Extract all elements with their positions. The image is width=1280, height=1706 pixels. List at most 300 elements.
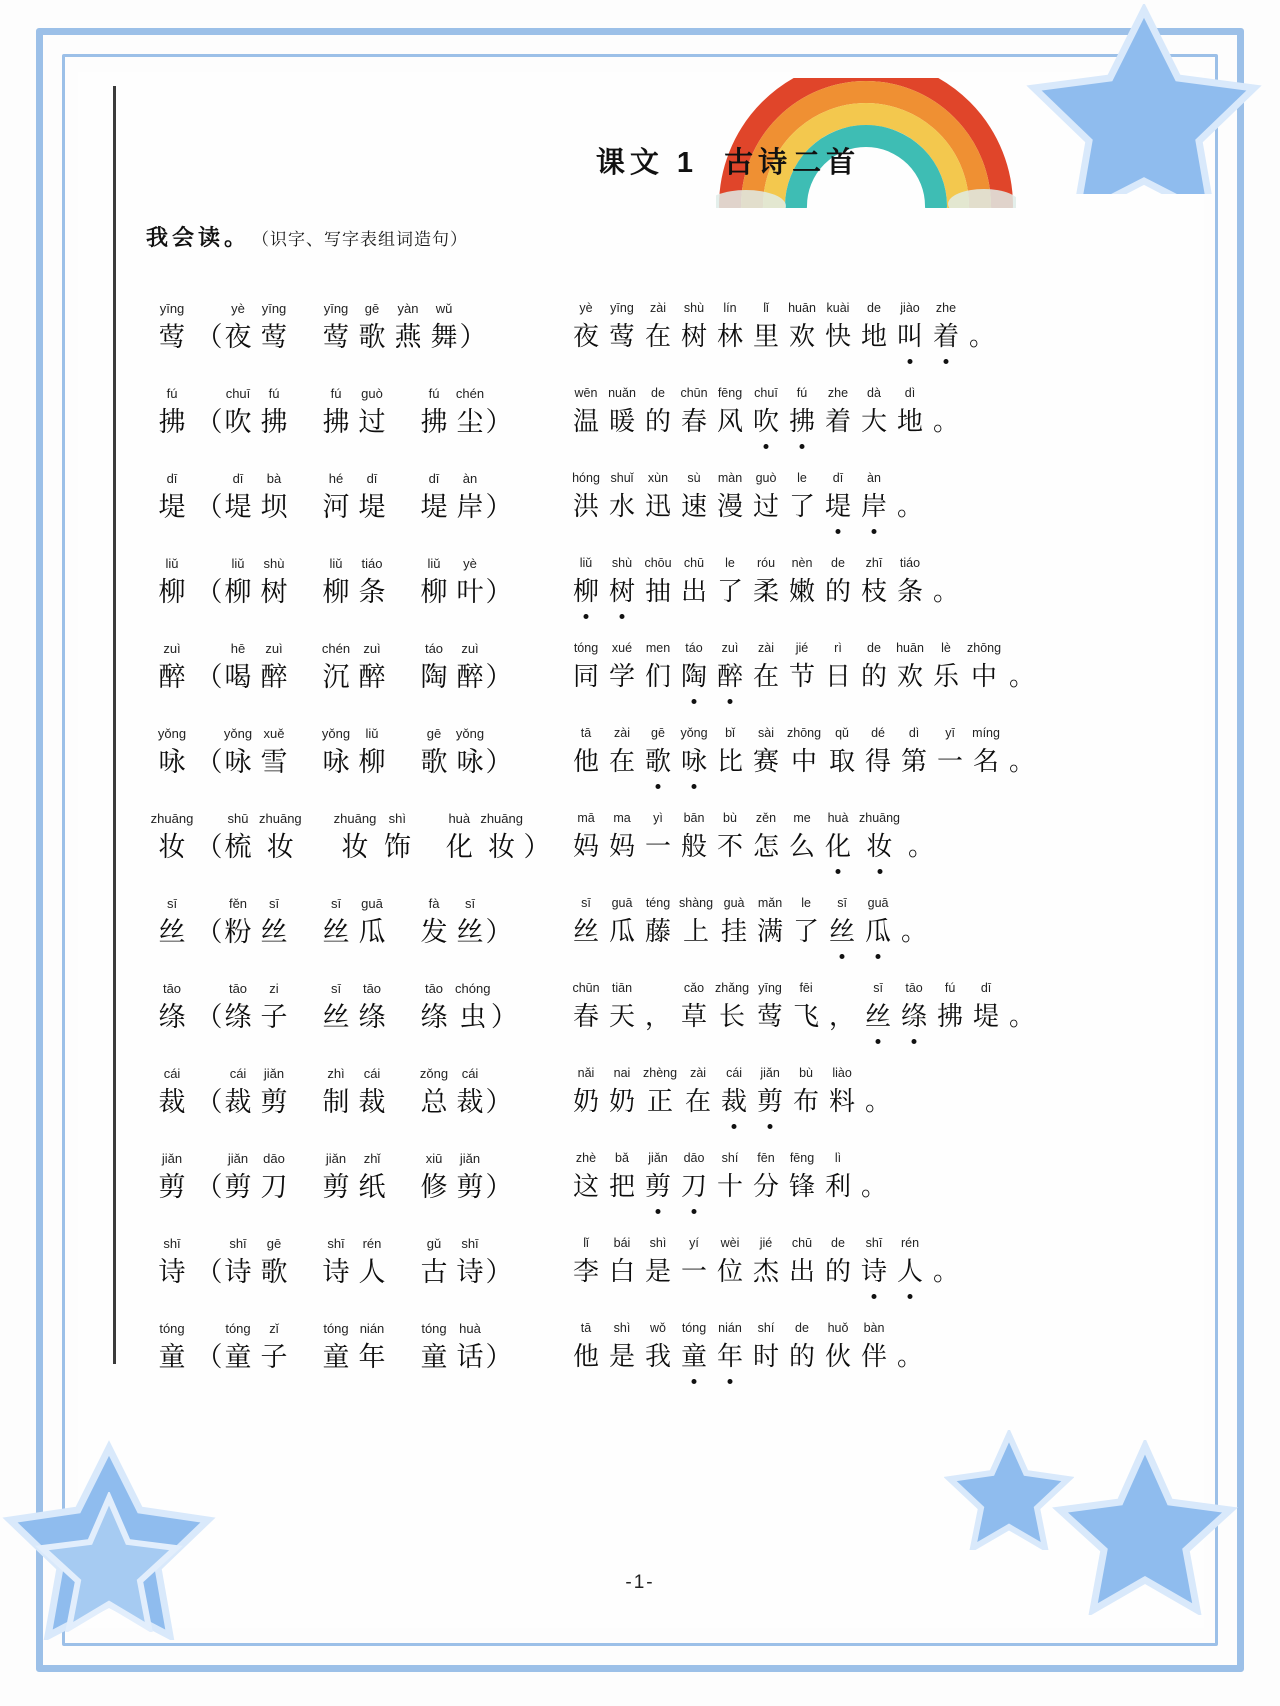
hanzi: ） <box>485 1172 513 1202</box>
hanzi: 年 <box>358 1342 386 1372</box>
hanzi: 剪 <box>757 1087 784 1116</box>
hanzi: 尘 <box>456 407 484 437</box>
hanzi: 的 <box>788 1342 815 1371</box>
pinyin: jiǎn <box>325 1151 347 1166</box>
sentence-char-emphasized <box>820 472 856 525</box>
sentence-char <box>640 982 676 1035</box>
pinyin: zhèng <box>643 1066 678 1080</box>
pinyin: wēn <box>574 386 598 400</box>
sentence-char <box>640 472 676 525</box>
vocabulary-row <box>146 1120 1128 1205</box>
sentence-char <box>968 727 1004 780</box>
pinyin: yīng <box>159 301 185 316</box>
word-char <box>416 982 452 1035</box>
sentence-char <box>676 982 712 1035</box>
word-char <box>318 897 354 950</box>
word-char <box>256 812 305 865</box>
headword-group <box>146 557 568 610</box>
left-margin-rule <box>113 86 116 1364</box>
word-char <box>318 1152 354 1205</box>
word-char <box>452 387 488 440</box>
hanzi: 堤 <box>158 492 186 522</box>
hanzi: 瓜 <box>608 917 635 946</box>
sentence-char <box>784 1152 820 1205</box>
hanzi: 欢 <box>896 662 923 691</box>
pinyin: shì <box>649 1236 667 1250</box>
sentence-char <box>712 812 748 865</box>
sentence-char <box>892 472 928 525</box>
headword-group <box>146 812 568 865</box>
hanzi: 总 <box>420 1087 448 1117</box>
sentence-char-emphasized <box>676 1152 712 1205</box>
hanzi: 陶 <box>680 662 707 691</box>
sentence-char <box>892 557 928 610</box>
hanzi: 丝 <box>260 917 288 947</box>
pinyin: wǔ <box>435 301 453 316</box>
hanzi: ） <box>485 492 513 522</box>
sentence-char <box>928 1237 964 1290</box>
hanzi: 一 <box>680 1257 707 1286</box>
hanzi: （ <box>195 1342 223 1372</box>
sentence-char <box>856 642 892 695</box>
hanzi: 妆 <box>866 832 893 861</box>
word-char <box>416 727 452 780</box>
hanzi: 诗 <box>456 1257 484 1287</box>
word-char <box>452 557 488 610</box>
hanzi: 了 <box>788 492 815 521</box>
word-gap <box>390 897 416 950</box>
headword-line <box>146 1067 568 1120</box>
word-gap <box>292 897 318 950</box>
word-char <box>354 1152 390 1205</box>
hanzi: 过 <box>752 492 779 521</box>
sentence-char <box>820 1322 856 1375</box>
headword-line <box>146 1152 568 1205</box>
hanzi: 诗 <box>860 1257 887 1286</box>
pinyin: jiǎn <box>263 1066 285 1081</box>
hanzi: 欢 <box>788 322 815 351</box>
pinyin: cái <box>163 1066 181 1081</box>
sentence-char <box>1004 642 1040 695</box>
pinyin: zhe <box>827 386 849 400</box>
pinyin: liǔ <box>231 556 245 571</box>
hanzi: 舞 <box>430 322 458 352</box>
word-char <box>354 302 390 355</box>
sentence-char <box>604 1237 640 1290</box>
sentence-char <box>856 1322 892 1375</box>
hanzi: 裁 <box>721 1087 748 1116</box>
hanzi: （ <box>195 747 223 777</box>
sentence-line <box>568 557 1128 610</box>
hanzi: 抽 <box>644 577 671 606</box>
pinyin: zuì <box>721 641 739 655</box>
pinyin: sī <box>166 896 178 911</box>
pinyin: chóng <box>455 981 491 996</box>
open-paren <box>195 302 223 355</box>
pinyin: fú <box>944 981 956 995</box>
pinyin: yí <box>689 1236 699 1250</box>
hanzi: 童 <box>224 1342 252 1372</box>
headword-group <box>146 1067 568 1120</box>
pinyin: zhōng <box>967 641 1002 655</box>
hanzi: 拂 <box>420 407 448 437</box>
hanzi: 拂 <box>260 407 288 437</box>
pinyin: táo <box>424 641 444 656</box>
hanzi: 裁 <box>158 1087 186 1117</box>
pinyin: huà <box>827 811 849 825</box>
hanzi: 把 <box>608 1172 635 1201</box>
hanzi: 过 <box>358 407 386 437</box>
word-char <box>256 472 292 525</box>
pinyin: tiáo <box>899 556 921 570</box>
close-paren <box>485 1067 513 1120</box>
pinyin: fēng <box>717 386 743 400</box>
pinyin: zi <box>269 981 279 996</box>
hanzi: 在 <box>608 747 635 776</box>
pinyin: yàn <box>397 301 419 316</box>
hanzi: 位 <box>716 1257 743 1286</box>
sentence-char <box>712 472 748 525</box>
pinyin: wǒ <box>650 1321 666 1335</box>
hanzi: ， <box>644 1002 671 1031</box>
hanzi: 沉 <box>322 662 350 692</box>
headword-char <box>146 897 198 950</box>
sentence-char-emphasized <box>752 1067 788 1120</box>
pinyin: zuì <box>163 641 181 656</box>
word-char <box>426 302 462 355</box>
sentence-char <box>640 1322 676 1375</box>
pinyin: huǒ <box>827 1321 849 1335</box>
sentence-char <box>784 1322 820 1375</box>
word-char <box>354 642 390 695</box>
hanzi: 李 <box>572 1257 599 1286</box>
hanzi: 年 <box>716 1342 743 1371</box>
hanzi: 咏 <box>680 747 707 776</box>
close-paren <box>485 1237 513 1290</box>
word-char <box>354 472 390 525</box>
pinyin: ma <box>613 811 631 825</box>
pinyin: tāo <box>362 981 382 996</box>
hanzi: 诗 <box>158 1257 186 1287</box>
hanzi: 剪 <box>224 1172 252 1202</box>
hanzi: 着 <box>824 407 851 436</box>
headword-line <box>146 812 568 865</box>
headword-line <box>146 387 568 440</box>
headword-line <box>146 897 568 950</box>
hanzi: 歌 <box>420 747 448 777</box>
hanzi: 上 <box>683 917 710 946</box>
sentence-char-emphasized <box>892 1237 928 1290</box>
hanzi: 嫩 <box>788 577 815 606</box>
hanzi: 剪 <box>322 1172 350 1202</box>
pinyin: fēng <box>789 1151 815 1165</box>
close-paren <box>490 982 518 1035</box>
hanzi: ） <box>485 1087 513 1117</box>
hanzi: 裁 <box>224 1087 252 1117</box>
hanzi: 。 <box>968 322 995 351</box>
hanzi: 拂 <box>937 1002 964 1031</box>
sentence-char <box>896 727 932 780</box>
pinyin: bān <box>683 811 705 825</box>
pinyin: chuī <box>225 386 251 401</box>
sentence-char <box>903 812 939 865</box>
hanzi: （ <box>195 1257 223 1287</box>
pinyin: tā <box>580 726 592 740</box>
hanzi: 妆 <box>266 832 294 862</box>
vocabulary-row <box>146 440 1128 525</box>
pinyin: yè <box>463 556 477 571</box>
hanzi: 话 <box>456 1342 484 1372</box>
hanzi: 中 <box>791 747 818 776</box>
pinyin: táo <box>685 641 703 655</box>
sentence-char <box>568 472 604 525</box>
sentence-char-emphasized <box>928 302 964 355</box>
vocabulary-row <box>146 695 1128 780</box>
word-char <box>441 812 477 865</box>
sentence-char <box>568 1322 604 1375</box>
hanzi: 丝 <box>865 1002 892 1031</box>
word-gap <box>292 472 318 525</box>
hanzi: 条 <box>358 577 386 607</box>
pinyin: chū <box>791 1236 813 1250</box>
pinyin: zhuāng <box>150 811 194 826</box>
hanzi: 。 <box>1009 1002 1036 1031</box>
pinyin: bù <box>799 1066 814 1080</box>
hanzi: 白 <box>608 1257 635 1286</box>
pinyin: míng <box>972 726 1000 740</box>
pinyin: xué <box>611 641 633 655</box>
section-label: 我会读。 <box>146 225 251 250</box>
pinyin: zuì <box>461 641 479 656</box>
hanzi: 。 <box>901 917 928 946</box>
sentence-char <box>676 302 712 355</box>
hanzi: 绦 <box>158 1002 186 1032</box>
pinyin: dī <box>166 471 178 486</box>
pinyin: nai <box>613 1066 631 1080</box>
open-paren <box>195 897 223 950</box>
headword-group <box>146 897 568 950</box>
pinyin: lì <box>834 1151 842 1165</box>
hanzi: 树 <box>680 322 707 351</box>
sentence-char-emphasized <box>676 727 712 780</box>
word-char <box>256 387 292 440</box>
pinyin: tāo <box>162 981 182 996</box>
word-char <box>318 1067 354 1120</box>
hanzi: 柳 <box>420 577 448 607</box>
example-sentence <box>568 727 1128 780</box>
pinyin: cǎo <box>683 981 705 995</box>
pinyin: le <box>725 556 735 570</box>
pinyin: jié <box>795 641 809 655</box>
pinyin: bà <box>266 471 282 486</box>
word-char <box>256 1067 292 1120</box>
pinyin: guā <box>867 896 889 910</box>
hanzi: （ <box>195 492 223 522</box>
word-char <box>256 557 292 610</box>
word-gap <box>292 727 318 780</box>
pinyin: zhǐ <box>363 1151 381 1166</box>
hanzi: 岸 <box>456 492 484 522</box>
pinyin: lǐ <box>763 301 769 315</box>
pinyin: chūn <box>572 981 600 995</box>
close-paren <box>485 642 513 695</box>
hanzi: 柳 <box>158 577 186 607</box>
hanzi: 诗 <box>322 1257 350 1287</box>
word-char <box>220 642 256 695</box>
pinyin: zhè <box>575 1151 597 1165</box>
hanzi: 裁 <box>358 1087 386 1117</box>
hanzi: 醉 <box>456 662 484 692</box>
close-paren <box>523 812 551 865</box>
word-char <box>220 387 256 440</box>
sentence-char-emphasized <box>604 557 640 610</box>
hanzi: 童 <box>680 1342 707 1371</box>
vocabulary-list <box>128 270 1128 1375</box>
hanzi: ） <box>485 407 513 437</box>
vocabulary-row <box>146 1035 1128 1120</box>
sentence-char-emphasized <box>676 1322 712 1375</box>
pinyin: lè <box>941 641 951 655</box>
sentence-char <box>820 387 856 440</box>
hanzi: （ <box>195 407 223 437</box>
hanzi: （ <box>195 1002 223 1032</box>
hanzi: 醉 <box>358 662 386 692</box>
hanzi: （ <box>195 322 223 352</box>
example-sentence <box>568 982 1128 1035</box>
open-paren <box>195 1152 223 1205</box>
word-char <box>452 1322 488 1375</box>
hanzi: ） <box>485 577 513 607</box>
word-gap <box>292 1067 318 1120</box>
hanzi: ） <box>485 662 513 692</box>
hanzi: 制 <box>322 1087 350 1117</box>
example-sentence <box>568 1067 1128 1120</box>
hanzi: （ <box>195 662 223 692</box>
pinyin: huān <box>896 641 924 655</box>
word-char <box>452 982 493 1035</box>
hanzi: 丝 <box>322 1002 350 1032</box>
pinyin: huà <box>448 811 471 826</box>
pinyin: me <box>793 811 811 825</box>
pinyin: yǒng <box>680 726 708 740</box>
pinyin: cái <box>461 1066 479 1081</box>
hanzi: 吹 <box>224 407 252 437</box>
hanzi: 拂 <box>322 407 350 437</box>
pinyin: bǐ <box>725 726 735 740</box>
close-paren <box>459 302 487 355</box>
sentence-char <box>892 1322 928 1375</box>
hanzi: 修 <box>420 1172 448 1202</box>
hanzi: 锋 <box>788 1172 815 1201</box>
vocabulary-row <box>146 780 1128 865</box>
hanzi: ） <box>485 747 513 777</box>
word-char <box>452 897 488 950</box>
hanzi: 喝 <box>224 662 252 692</box>
word-char <box>220 897 256 950</box>
pinyin: yǒng <box>455 726 485 741</box>
hanzi: 夜 <box>224 322 252 352</box>
sentence-char <box>568 387 604 440</box>
pinyin: jiǎn <box>459 1151 481 1166</box>
pinyin: yì <box>653 811 663 825</box>
word-gap <box>292 387 318 440</box>
vocabulary-row <box>146 525 1128 610</box>
pinyin: bái <box>613 1236 631 1250</box>
pinyin: guà <box>723 896 745 910</box>
sentence-char <box>892 642 928 695</box>
example-sentence <box>568 1152 1128 1205</box>
pinyin: jiǎn <box>227 1151 249 1166</box>
word-char <box>220 982 256 1035</box>
pinyin: yīng <box>610 301 634 315</box>
hanzi: 夜 <box>572 322 599 351</box>
word-char <box>379 812 415 865</box>
hanzi: 一 <box>644 832 671 861</box>
headword-group <box>146 727 568 780</box>
hanzi: （ <box>195 1087 223 1117</box>
pinyin: jiǎn <box>161 1151 183 1166</box>
hanzi: 地 <box>896 407 923 436</box>
hanzi: 醉 <box>158 662 186 692</box>
hanzi: 他 <box>572 747 599 776</box>
sentence-char <box>676 472 712 525</box>
hanzi: 刀 <box>680 1172 707 1201</box>
hanzi: 粉 <box>224 917 252 947</box>
sentence-char <box>932 982 968 1035</box>
hanzi: 满 <box>757 917 784 946</box>
hanzi: 十 <box>716 1172 743 1201</box>
sentence-char-emphasized <box>748 387 784 440</box>
hanzi: 醉 <box>716 662 743 691</box>
sentence-char <box>712 727 748 780</box>
sentence-char-emphasized <box>896 982 932 1035</box>
hanzi: 。 <box>896 492 923 521</box>
pinyin: shù <box>683 301 705 315</box>
pinyin: sī <box>268 896 280 911</box>
hanzi: 伙 <box>824 1342 851 1371</box>
pinyin: shí <box>757 1321 775 1335</box>
hanzi: 树 <box>608 577 635 606</box>
hanzi: 比 <box>716 747 743 776</box>
sentence-char <box>604 727 640 780</box>
hanzi: 莺 <box>158 322 186 352</box>
pinyin: róu <box>756 556 776 570</box>
pinyin: shū <box>227 811 249 826</box>
sentence-char <box>928 642 964 695</box>
word-char <box>318 387 354 440</box>
sentence-char <box>712 982 752 1035</box>
hanzi: 剪 <box>158 1172 186 1202</box>
headword-char <box>146 982 198 1035</box>
hanzi: 雪 <box>260 747 288 777</box>
headword-line <box>146 642 568 695</box>
hanzi: 人 <box>896 1257 923 1286</box>
pinyin: tiān <box>611 981 633 995</box>
hanzi: 丝 <box>572 917 599 946</box>
sentence-char <box>676 812 712 865</box>
sentence-char <box>712 302 748 355</box>
hanzi: 化 <box>824 832 851 861</box>
pinyin: shī <box>461 1236 479 1251</box>
sentence-char <box>784 557 820 610</box>
hanzi: 我 <box>644 1342 671 1371</box>
pinyin: liǔ <box>579 556 593 570</box>
open-paren <box>195 1067 223 1120</box>
pinyin: shì <box>388 811 406 826</box>
pinyin: shī <box>163 1236 181 1251</box>
pinyin: de <box>867 641 881 655</box>
hanzi: 水 <box>608 492 635 521</box>
